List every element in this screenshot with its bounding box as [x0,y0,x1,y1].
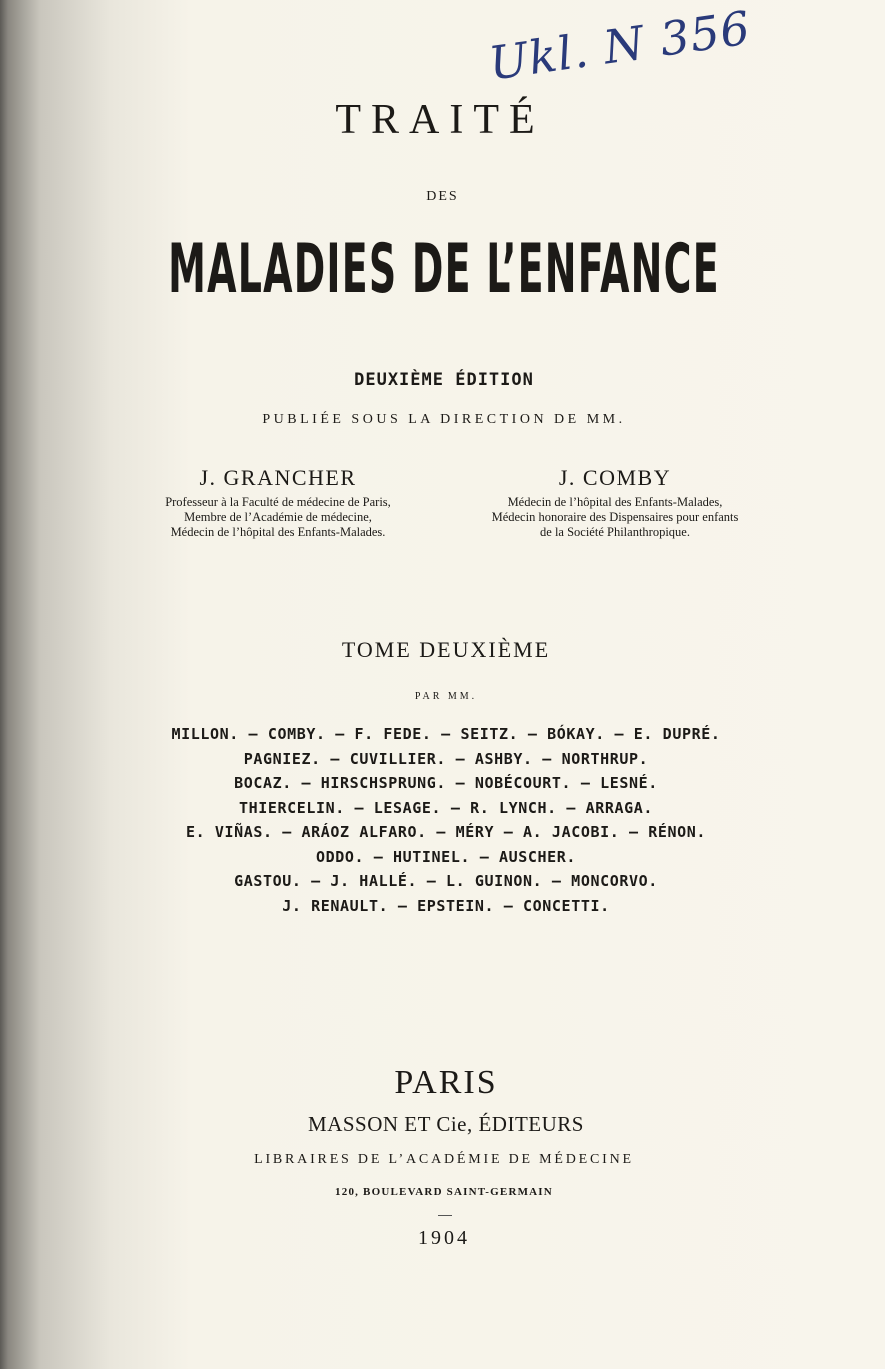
author-name: J. COMBY [558,465,672,490]
contributors-list [0,722,885,918]
qualification-line: Professeur à la Faculté de médecine de Paris, [165,495,391,509]
contributors-line: GASTOU. — J. HALLÉ. — L. GUINON. — MONCORVO. [234,872,658,890]
publisher: MASSON ET Cie, ÉDITEURS [308,1112,584,1136]
direction-line: PUBLIÉE SOUS LA DIRECTION DE MM. [262,412,626,427]
qualification-line: Médecin de l’hôpital des Enfants-Malades. [170,525,386,539]
contributors-line: ODDO. — HUTINEL. — AUSCHER. [315,847,577,866]
title-connector: DES [426,189,459,204]
city: PARIS [394,1064,498,1101]
contributors-line: J. RENAULT. — EPSTEIN. — CONCETTI. [282,896,610,915]
main-title: MALADIES DE L’ENFANCE [168,230,720,309]
contributors-line: BOCAZ. — HIRSCHSPRUNG. — NOBÉCOURT. — LESNÉ. [234,774,658,792]
author-qualifications [454,495,776,540]
volume-label: TOME DEUXIÈME [341,637,551,662]
edition: DEUXIÈME ÉDITION [354,370,534,390]
handwritten-shelfmark: Ukl. N 356 [485,0,754,91]
author-name: J. GRANCHER [199,465,357,490]
publication-year: 1904 [418,1227,470,1249]
qualification-line: Médecin honoraire des Dispensaires pour enfants [491,510,739,524]
contributors-line: E. VIÑAS. — ARÁOZ ALFARO. — MÉRY — A. JACOBI. — RÉNON. [185,823,707,841]
contributors-line: PAGNIEZ. — CUVILLIER. — ASHBY. — NORTHRUP. [243,749,649,768]
title: TRAITÉ [335,97,545,143]
author-qualifications [128,495,428,540]
qualification-line: de la Société Philanthropique. [540,525,690,539]
publisher-subtitle: LIBRAIRES DE L’ACADÉMIE DE MÉDECINE [254,1152,634,1167]
par-label: PAR MM. [414,691,478,702]
qualification-line: Membre de l’Académie de médecine, [184,510,372,524]
contributors-line: MILLON. — COMBY. — F. FEDE. — SEITZ. — BÓKAY. — E. DUPRÉ. [171,725,721,743]
publisher-address: 120, BOULEVARD SAINT-GERMAIN [335,1186,553,1198]
qualification-line: Médecin de l’hôpital des Enfants-Malades, [507,495,723,509]
contributors-line: THIERCELIN. — LESAGE. — R. LYNCH. — ARRAGA. [238,798,654,817]
author-comby [454,465,776,540]
author-grancher [128,465,428,540]
divider [438,1215,452,1216]
